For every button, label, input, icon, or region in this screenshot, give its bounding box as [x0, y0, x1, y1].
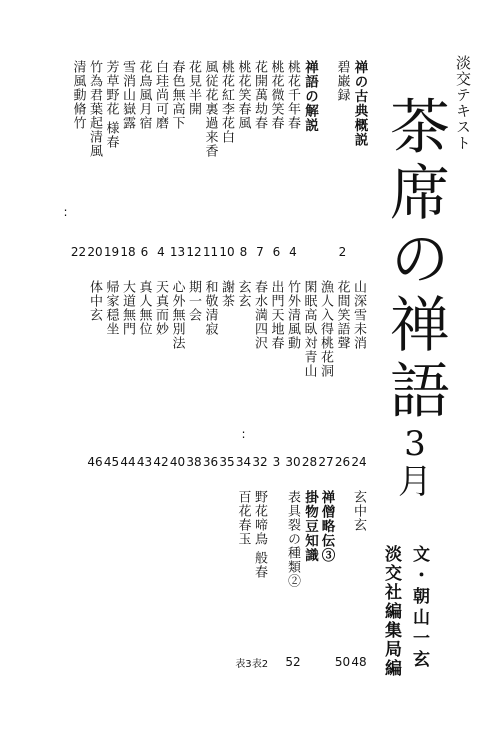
- middle-entry-12: 天真而妙: [153, 280, 168, 336]
- upper-entry-7: 桃花笑春風: [235, 60, 251, 130]
- middle-page-6: 32: [252, 455, 268, 469]
- upper-page-8: 10: [219, 245, 235, 259]
- upper-entry-12: 白珪尚可磨: [153, 60, 168, 130]
- upper-entry-13: 花鳥風月宿: [136, 60, 152, 130]
- middle-page-3: 28: [301, 455, 318, 469]
- middle-entry-3: 閑眠高臥対青山: [301, 280, 317, 378]
- middle-entry-8: 謝茶: [219, 280, 234, 308]
- upper-entry-8: 桃花紅李花白: [219, 60, 234, 144]
- lower-page-7: 表3: [235, 659, 252, 670]
- upper-entry-9: 風従花裏過来香: [202, 60, 218, 158]
- lower-entry-7: 百花春玉: [235, 490, 251, 546]
- lower-page-4: 52: [285, 655, 301, 669]
- upper-entry-3: 禅語の解説: [302, 60, 318, 133]
- middle-entry-10: 期一会: [186, 280, 201, 322]
- lower-entry-6: 野花啼鳥 般春: [252, 490, 267, 580]
- upper-page-7: 8: [239, 245, 248, 259]
- lower-page-0: 48: [351, 655, 367, 669]
- middle-entry-13: 真人無位: [136, 280, 152, 336]
- book-title: 茶席の禅語: [380, 95, 450, 425]
- upper-entry-10: 花見半開: [186, 60, 201, 116]
- month-number: 3: [404, 424, 426, 464]
- middle-entry-2: 漁人入得桃花洞: [318, 280, 333, 378]
- lower-entry-2: 禅僧略伝③: [318, 490, 335, 563]
- upper-page-11: 13: [169, 245, 186, 259]
- upper-page-14: 18: [120, 245, 136, 259]
- middle-page-7: 34: [235, 455, 252, 469]
- upper-page-4: 4: [289, 245, 297, 259]
- upper-entry-5: 桃花微笑春: [268, 60, 284, 130]
- upper-page-10: 12: [186, 245, 202, 259]
- upper-page-5: 6: [272, 245, 281, 259]
- middle-page-2: 27: [318, 455, 334, 469]
- upper-entry-14: 雪消山嶽露: [120, 60, 135, 130]
- middle-entry-1: 花間笑語聲: [334, 280, 350, 350]
- middle-page-14: 44: [120, 455, 136, 469]
- upper-entry-4: 桃花千年春: [285, 60, 300, 130]
- upper-entry-0: 禅の古典概説: [351, 60, 368, 147]
- upper-page-13: 6: [140, 245, 149, 259]
- upper-leader: :: [63, 205, 68, 219]
- month-unit: 月: [398, 462, 432, 502]
- middle-page-5: 3: [272, 455, 281, 469]
- middle-entry-16: 体中玄: [87, 280, 102, 322]
- series-label: 淡交テキスト: [454, 55, 472, 151]
- lower-entry-3: 掛物豆知識: [302, 490, 318, 563]
- upper-page-15: 19: [103, 245, 120, 259]
- upper-entry-1: 碧巌録: [334, 60, 350, 102]
- middle-entry-14: 大道無門: [120, 280, 135, 336]
- middle-entry-4: 竹外清風動: [285, 280, 300, 350]
- middle-entry-15: 帰家穏坐: [103, 280, 119, 336]
- lower-page-1: 50: [334, 655, 351, 669]
- middle-entry-5: 出門天地春: [268, 280, 284, 350]
- middle-page-11: 40: [169, 455, 186, 469]
- middle-page-8: 35: [219, 455, 235, 469]
- middle-entry-6: 春水満四沢: [252, 280, 267, 350]
- upper-page-17: 22: [70, 245, 87, 259]
- middle-page-16: 46: [87, 455, 103, 469]
- middle-page-1: 26: [334, 455, 351, 469]
- upper-entry-6: 花開萬劫春: [252, 60, 267, 130]
- editor-credit: 淡交社編集局編: [381, 545, 401, 678]
- upper-page-1: 2: [338, 245, 347, 259]
- middle-entry-0: 山深雪未消: [351, 280, 366, 350]
- middle-page-13: 43: [136, 455, 153, 469]
- middle-leader: :: [241, 427, 246, 441]
- lower-entry-4: 表具裂の種類②: [285, 490, 300, 588]
- middle-page-0: 24: [351, 455, 367, 469]
- middle-page-12: 42: [153, 455, 169, 469]
- upper-page-6: 7: [256, 245, 264, 259]
- middle-page-15: 45: [103, 455, 120, 469]
- upper-entry-16: 竹為君葉起清風: [87, 60, 102, 158]
- author-credit: 文・朝山一玄: [409, 545, 429, 671]
- upper-page-16: 20: [87, 245, 103, 259]
- middle-entry-11: 心外無別法: [169, 280, 185, 350]
- middle-entry-9: 和敬清寂: [202, 280, 218, 336]
- upper-entry-11: 春色無高下: [169, 60, 185, 130]
- issue-month: [395, 425, 435, 501]
- middle-page-9: 36: [202, 455, 219, 469]
- upper-page-9: 11: [202, 245, 219, 259]
- upper-entry-15: 芳草野花 様春: [103, 60, 119, 150]
- upper-page-12: 4: [157, 245, 165, 259]
- table-of-contents: [45, 55, 375, 675]
- lower-page-6: 表2: [251, 659, 269, 670]
- middle-page-10: 38: [186, 455, 202, 469]
- upper-entry-17: 清風動脩竹: [70, 60, 86, 130]
- lower-entry-0: 玄中玄: [351, 490, 366, 532]
- middle-page-4: 30: [285, 455, 301, 469]
- middle-entry-7: 玄玄: [235, 280, 251, 308]
